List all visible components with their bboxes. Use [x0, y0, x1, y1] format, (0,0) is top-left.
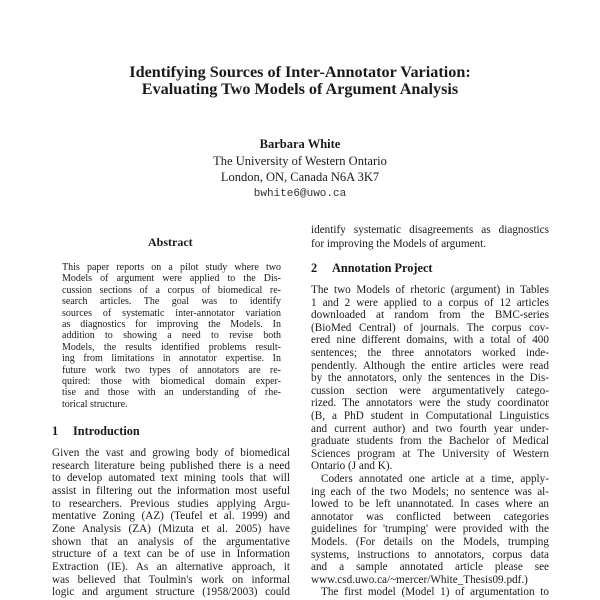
text-line: torical structure.	[62, 398, 128, 410]
text-line: The first model (Model 1) of argumentation to	[321, 586, 549, 599]
text-line: (BioMed Central) of journals. The corpus cov-	[311, 321, 549, 334]
section-number: 2	[311, 261, 318, 275]
text-line: Given the vast and growing body of biomedical	[52, 447, 290, 459]
text-line: to researchers. Previous studies applying Argu-	[52, 497, 290, 510]
text-line: downloaded at random from the BMC-series	[311, 309, 549, 322]
text-line: for improving the Models of argument.	[311, 238, 487, 250]
text-line: as diagnostics for improving the Models. In	[62, 319, 281, 330]
text-line: This paper reports on a pilot study where two	[62, 262, 281, 273]
author-email: bwhite6@uwo.ca	[253, 188, 347, 200]
text-line: Ontario (J and K).	[311, 460, 393, 473]
text-line: Models, the results identified problems result-	[62, 341, 281, 353]
text-line: 1 and 2 were applied to a corpus of 12 articles	[311, 296, 549, 309]
section-1-heading	[52, 424, 140, 439]
text-line: ing from limitations in annotator expertise. In	[62, 353, 281, 365]
text-line: sources of systematic inter-annotator variation	[62, 307, 281, 319]
abstract-heading: Abstract	[148, 235, 193, 249]
text-line: systems, instructions to annotators, corpus data	[311, 548, 549, 561]
text-line: logic and argument structure (1958/2003) could	[52, 586, 290, 599]
text-line: search articles. The goal was to identify	[62, 296, 281, 308]
text-line: cussion section were argumentatively catego-	[311, 384, 549, 397]
author-address: London, ON, Canada N6A 3K7	[220, 170, 380, 184]
text-line: ing each of the two Models; no sentence was al-	[311, 485, 549, 498]
text-line: and a sample annotated article please see	[311, 561, 549, 574]
text-line: Sciences program at The University of Western	[311, 447, 549, 460]
section-title: Annotation Project	[332, 261, 433, 275]
text-line: pendently. Although the entire articles were read	[311, 359, 549, 372]
text-line: Models. (For details on the Models, trumping	[311, 536, 549, 548]
text-line: addition to showing a need to revise both	[62, 330, 281, 342]
text-line: ered nine different domains, with a total of 400	[311, 334, 549, 347]
section-title: Introduction	[73, 424, 140, 438]
text-line: was believed that Toulmin's work on informal	[52, 573, 290, 586]
text-line: future work two types of annotators are re-	[62, 364, 281, 376]
text-line: mentative Zoning (AZ) (Teufel et al. 1999) and	[52, 510, 290, 523]
text-line: sentences; the three annotators worked inde-	[311, 347, 549, 359]
text-line: Zone Analysis (ZA) (Mizuta et al. 2005) have	[52, 522, 290, 535]
text-line: to develop automated text mining tools that will	[52, 472, 290, 485]
text-line: assist in filtering out the information most useful	[52, 484, 290, 497]
text-line: research literature being published there is a need	[52, 459, 290, 472]
text-line: The two Models of rhetoric (argument) in Tables	[311, 284, 549, 296]
text-line: structure of a text can be of use in Information	[52, 548, 290, 561]
author-affiliation: The University of Western Ontario	[213, 154, 387, 168]
text-line: Models of argument were applied to the Dis-	[62, 273, 281, 285]
text-line: (B, a PhD student in Computational Linguistics	[311, 410, 549, 422]
text-line: and current author) and two fourth year under-	[311, 422, 549, 435]
text-line: rized. The annotators were the study coordinator	[311, 397, 549, 410]
text-line: cussion sections of a corpus of biomedical re-	[62, 284, 281, 296]
text-line: Coders annotated one article at a time, apply-	[321, 473, 549, 485]
text-line: guidelines for 'trumping' were provided with the	[311, 523, 549, 536]
text-line: annotator was conflicted between categories	[311, 510, 549, 523]
text-line: by the annotators, only the sentences in the Dis-	[311, 372, 549, 385]
section-number: 1	[52, 424, 59, 438]
text-line: lowed to be left unannotated. In cases where an	[311, 498, 549, 511]
text-line: quired: those with biomedical domain exper-	[62, 376, 281, 387]
text-line: tise and those with an understanding of rhe-	[62, 387, 281, 399]
text-line: Extraction (IE). As an alternative approach, it	[52, 560, 290, 573]
text-line: identify systematic disagreements as diagnostics	[311, 224, 549, 236]
text-line: graduate students from the Bachelor of Medical	[311, 435, 549, 448]
text-line: shown that an analysis of the argumentative	[52, 535, 290, 548]
paper-title-line-1: Identifying Sources of Inter-Annotator Variation:	[129, 63, 471, 81]
paper-title-line-2: Evaluating Two Models of Argument Analysis	[141, 80, 459, 98]
author-name: Barbara White	[259, 137, 341, 151]
section-2-heading	[311, 261, 433, 276]
text-line: www.csd.uwo.ca/~mercer/White_Thesis09.pdf.)	[311, 573, 528, 586]
